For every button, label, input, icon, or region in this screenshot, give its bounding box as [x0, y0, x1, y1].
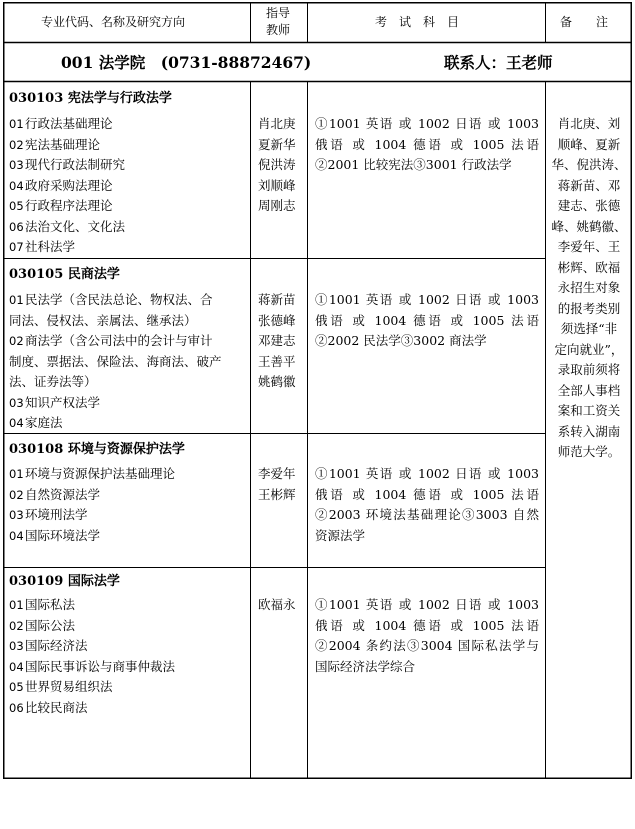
direction-list: 01民法学（含民法总论、物权法、合 同法、侵权法、亲属法、继承法） 02商法学（含公司法中的会计与审计 制度、票据法、保险法、海商法、破产 法、证券法等） 03知识产权法学 04家庭法 — [9, 290, 222, 434]
direction-item: 01民法学（含民法总论、物权法、合 — [9, 290, 222, 311]
direction-no: 06 — [9, 219, 24, 234]
direction-item: 02国际公法 — [9, 616, 175, 637]
direction-no: 01 — [9, 598, 24, 612]
direction-no: 01 — [9, 293, 24, 307]
direction-no: 04 — [9, 178, 24, 193]
direction-no: 04 — [9, 659, 24, 674]
advisor-list — [258, 464, 296, 505]
advisor-name: 刘顺峰 — [258, 177, 296, 193]
header-advisor-line1: 指导 — [266, 6, 291, 20]
major-code: 030109 — [9, 574, 64, 589]
direction-no: 02 — [9, 487, 24, 502]
advisor-name: 蒋新苗 — [258, 292, 296, 307]
direction-item: 03知识产权法学 — [9, 393, 222, 414]
direction-item: 03现代行政法制研究 — [9, 155, 125, 176]
exam-subjects: ①1001 英语 或 1002 日语 或 1003 俄语 或 1004 德语 或 1005 法语 ②2001 比较宪法③3001 行政法学 — [315, 116, 539, 172]
advisor-name: 周刚志 — [258, 198, 296, 213]
advisor-name: 王彬辉 — [258, 486, 296, 502]
direction-list — [9, 114, 125, 258]
header-advisor-line2: 教师 — [266, 23, 291, 37]
direction-item: 05世界贸易组织法 — [9, 677, 175, 698]
exam-subjects: ①1001 英语 或 1002 日语 或 1003 俄语 或 1004 德语 或 1005 法语 ②2003 环境法基础理论③3003 自然 资源法学 — [315, 466, 539, 543]
direction-no: 05 — [9, 680, 24, 694]
header-major: 专业代码、名称及研究方向 — [41, 15, 186, 29]
advisor-list — [258, 290, 296, 393]
direction-no: 03 — [9, 508, 24, 522]
advisor-name: 倪洪涛 — [258, 157, 296, 172]
direction-no: 05 — [9, 199, 24, 213]
admission-table — [3, 2, 632, 779]
major-name: 环境与资源保护法学 — [67, 442, 185, 457]
direction-list — [9, 464, 175, 546]
advisor-list — [258, 114, 296, 217]
major-title — [9, 268, 120, 281]
header-remark: 备 注 — [560, 15, 609, 29]
direction-item: 05行政程序法理论 — [9, 196, 125, 217]
direction-no: 04 — [9, 416, 24, 430]
direction-item: 02商法学（含公司法中的会计与审计 — [9, 331, 222, 352]
advisor-name: 姚鹤徽 — [258, 374, 296, 389]
major-title — [9, 92, 172, 105]
direction-item: 01环境与资源保护法基础理论 — [9, 464, 175, 485]
direction-item: 04家庭法 — [9, 413, 222, 434]
direction-item: 06比较民商法 — [9, 698, 175, 719]
direction-no: 07 — [9, 240, 24, 254]
direction-item: 07社科法学 — [9, 237, 125, 258]
major-code: 030108 — [9, 442, 64, 457]
institute-title: 001 法学院 (0731-88872467) — [61, 53, 312, 72]
direction-item: 01行政法基础理论 — [9, 114, 125, 135]
major-name: 宪法学与行政法学 — [67, 91, 172, 106]
direction-item: 06法治文化、文化法 — [9, 217, 125, 238]
direction-no: 02 — [9, 137, 24, 152]
direction-no: 02 — [9, 334, 24, 348]
advisor-name: 张德峰 — [258, 312, 296, 328]
direction-no: 01 — [9, 117, 24, 131]
direction-no: 03 — [9, 639, 24, 653]
major-code: 030103 — [9, 91, 64, 106]
advisor-name: 李爱年 — [258, 466, 296, 481]
advisor-name: 夏新华 — [258, 136, 296, 152]
direction-item: 04政府采购法理论 — [9, 176, 125, 197]
direction-no: 02 — [9, 618, 24, 633]
advisor-name: 肖北庚 — [258, 116, 296, 131]
major-title — [9, 575, 120, 588]
institute-contact: 联系人：王老师 — [444, 53, 553, 72]
direction-item: 03国际经济法 — [9, 636, 175, 657]
header-subjects: 考 试 科 目 — [375, 15, 460, 29]
direction-no: 03 — [9, 395, 24, 410]
direction-item: 01国际私法 — [9, 595, 175, 616]
major-name: 民商法学 — [67, 267, 120, 282]
direction-list — [9, 595, 175, 718]
exam-subjects: ①1001 英语 或 1002 日语 或 1003 俄语 或 1004 德语 或 1005 法语 ②2002 民法学③3002 商法学 — [315, 292, 539, 348]
direction-no: 01 — [9, 467, 24, 481]
remark-note: 肖北庚、刘 顺峰、夏新 华、倪洪涛、 蒋新苗、邓 建志、张德 峰、姚鹤徽、 李爱年、王 彬辉、欧福 永招生对象 的报考类别 须选择“非 定向就业”， 录取前须将 全部人事档 案和工资关 系转入湖南 师范大学。 — [551, 116, 627, 459]
advisor-list — [258, 595, 296, 616]
direction-no: 03 — [9, 158, 24, 172]
advisor-name: 王善平 — [258, 353, 296, 369]
direction-item: 04国际民事诉讼与商事仲裁法 — [9, 657, 175, 678]
advisor-name: 欧福永 — [258, 597, 296, 612]
advisor-name: 邓建志 — [258, 333, 296, 348]
direction-item: 03环境刑法学 — [9, 505, 175, 526]
direction-item: 02自然资源法学 — [9, 485, 175, 506]
direction-no: 06 — [9, 700, 24, 715]
direction-item: 04国际环境法学 — [9, 526, 175, 547]
direction-no: 04 — [9, 528, 24, 543]
major-code: 030105 — [9, 267, 64, 282]
major-name: 国际法学 — [67, 574, 120, 589]
major-title — [9, 443, 185, 456]
exam-subjects: ①1001 英语 或 1002 日语 或 1003 俄语 或 1004 德语 或 1005 法语 ②2004 条约法③3004 国际私法学与 国际经济法学综合 — [315, 597, 539, 674]
direction-item: 02宪法基础理论 — [9, 135, 125, 156]
